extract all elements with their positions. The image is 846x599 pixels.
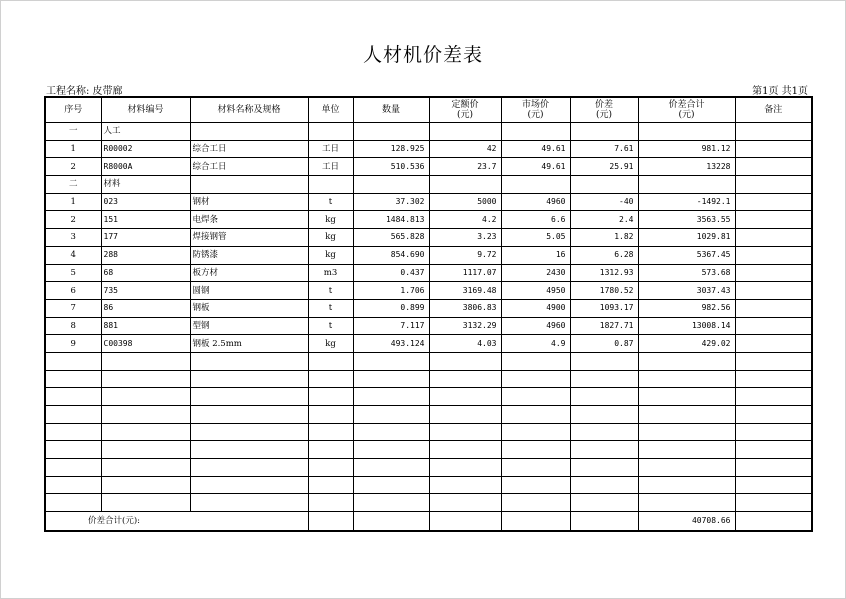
cell-diff: 0.87 <box>570 335 638 353</box>
cell-market: 4960 <box>501 193 570 211</box>
cell-quota: 3806.83 <box>429 299 501 317</box>
cell-market: 5.05 <box>501 229 570 247</box>
table-row <box>45 317 812 335</box>
cell-seq: 9 <box>45 335 101 353</box>
cell-qty: 0.437 <box>353 264 429 282</box>
cell-diff: 7.61 <box>570 140 638 158</box>
cell-qty: 510.536 <box>353 158 429 176</box>
cell-diff: 1.82 <box>570 229 638 247</box>
cell-market: 4.9 <box>501 335 570 353</box>
cell-market: 49.61 <box>501 158 570 176</box>
cell-remark <box>735 317 812 335</box>
cell-name: 型钢 <box>190 317 308 335</box>
cell-unit: 工日 <box>308 140 353 158</box>
cell-name: 防锈漆 <box>190 246 308 264</box>
cell-code: 177 <box>101 229 190 247</box>
cell-qty: 1484.813 <box>353 211 429 229</box>
cell-diff: 6.28 <box>570 246 638 264</box>
table-row <box>45 282 812 300</box>
empty-row <box>45 370 812 388</box>
cell-remark <box>735 193 812 211</box>
cell-seq: 1 <box>45 193 101 211</box>
cell-name: 圆钢 <box>190 282 308 300</box>
category-label: 材料 <box>101 176 190 194</box>
table-row <box>45 193 812 211</box>
cell-seq: 7 <box>45 299 101 317</box>
cell-seq: 3 <box>45 229 101 247</box>
table-row <box>45 335 812 353</box>
cell-remark <box>735 264 812 282</box>
cell-name: 焊接钢管 <box>190 229 308 247</box>
empty-row <box>45 423 812 441</box>
table-row <box>45 299 812 317</box>
cell-market: 4900 <box>501 299 570 317</box>
table-body <box>45 123 812 532</box>
cell-code: R8000A <box>101 158 190 176</box>
cell-diff: 1780.52 <box>570 282 638 300</box>
cell-remark <box>735 211 812 229</box>
cell-unit: t <box>308 317 353 335</box>
cell-diff: 1093.17 <box>570 299 638 317</box>
cell-qty: 565.828 <box>353 229 429 247</box>
cell-total: 13228 <box>638 158 735 176</box>
cell-quota: 23.7 <box>429 158 501 176</box>
cell-diff: 1312.93 <box>570 264 638 282</box>
header-market-price: 市场价 (元) <box>501 97 570 123</box>
total-row <box>45 512 812 532</box>
cell-quota: 3.23 <box>429 229 501 247</box>
cell-code: 86 <box>101 299 190 317</box>
category-seq: 二 <box>45 176 101 194</box>
header-remark: 备注 <box>735 97 812 123</box>
cell-unit: t <box>308 282 353 300</box>
cell-qty: 37.302 <box>353 193 429 211</box>
cell-total: 3563.55 <box>638 211 735 229</box>
cell-diff: 1827.71 <box>570 317 638 335</box>
cell-unit: kg <box>308 246 353 264</box>
cell-name: 综合工日 <box>190 140 308 158</box>
empty-row <box>45 388 812 406</box>
cell-unit: m3 <box>308 264 353 282</box>
cell-diff: 2.4 <box>570 211 638 229</box>
price-difference-table <box>44 96 813 532</box>
cell-total: 13008.14 <box>638 317 735 335</box>
header-code: 材料编号 <box>101 97 190 123</box>
total-value: 40708.66 <box>638 512 735 532</box>
empty-row <box>45 476 812 494</box>
cell-remark <box>735 140 812 158</box>
cell-name: 钢材 <box>190 193 308 211</box>
total-label: 价差合计(元): <box>45 512 308 532</box>
cell-quota: 42 <box>429 140 501 158</box>
page-number: 第1页 共1页 <box>752 86 808 97</box>
project-name: 工程名称: 皮带廊 <box>46 86 123 97</box>
cell-market: 4960 <box>501 317 570 335</box>
cell-quota: 1117.07 <box>429 264 501 282</box>
cell-qty: 854.690 <box>353 246 429 264</box>
cell-seq: 2 <box>45 158 101 176</box>
cell-name: 钢板 2.5mm <box>190 335 308 353</box>
cell-unit: t <box>308 193 353 211</box>
table-header-row <box>45 97 812 123</box>
table-row <box>45 140 812 158</box>
cell-total: 429.02 <box>638 335 735 353</box>
cell-remark <box>735 158 812 176</box>
cell-name: 板方材 <box>190 264 308 282</box>
table-row <box>45 246 812 264</box>
header-quota-price: 定额价 (元) <box>429 97 501 123</box>
cell-seq: 8 <box>45 317 101 335</box>
empty-row <box>45 352 812 370</box>
cell-remark <box>735 335 812 353</box>
cell-name: 电焊条 <box>190 211 308 229</box>
table-row <box>45 158 812 176</box>
cell-code: 023 <box>101 193 190 211</box>
cell-market: 16 <box>501 246 570 264</box>
cell-total: 1029.81 <box>638 229 735 247</box>
cell-remark <box>735 282 812 300</box>
category-row <box>45 123 812 141</box>
cell-unit: t <box>308 299 353 317</box>
cell-quota: 5000 <box>429 193 501 211</box>
cell-total: 3037.43 <box>638 282 735 300</box>
cell-quota: 4.03 <box>429 335 501 353</box>
cell-total: 5367.45 <box>638 246 735 264</box>
cell-unit: kg <box>308 229 353 247</box>
cell-code: R00002 <box>101 140 190 158</box>
cell-remark <box>735 246 812 264</box>
cell-code: 288 <box>101 246 190 264</box>
cell-remark <box>735 229 812 247</box>
header-diff-total: 价差合计 (元) <box>638 97 735 123</box>
cell-qty: 7.117 <box>353 317 429 335</box>
header-seq: 序号 <box>45 97 101 123</box>
cell-qty: 0.899 <box>353 299 429 317</box>
cell-total: -1492.1 <box>638 193 735 211</box>
cell-code: 151 <box>101 211 190 229</box>
cell-diff: -40 <box>570 193 638 211</box>
header-name: 材料名称及规格 <box>190 97 308 123</box>
header-unit: 单位 <box>308 97 353 123</box>
cell-seq: 1 <box>45 140 101 158</box>
cell-name: 综合工日 <box>190 158 308 176</box>
cell-code: C00398 <box>101 335 190 353</box>
cell-market: 2430 <box>501 264 570 282</box>
cell-quota: 3132.29 <box>429 317 501 335</box>
category-label: 人工 <box>101 123 190 141</box>
header-qty: 数量 <box>353 97 429 123</box>
cell-seq: 2 <box>45 211 101 229</box>
cell-name: 钢板 <box>190 299 308 317</box>
cell-qty: 1.706 <box>353 282 429 300</box>
cell-market: 4950 <box>501 282 570 300</box>
header-diff: 价差 (元) <box>570 97 638 123</box>
cell-code: 881 <box>101 317 190 335</box>
cell-qty: 493.124 <box>353 335 429 353</box>
empty-row <box>45 441 812 459</box>
cell-total: 982.56 <box>638 299 735 317</box>
empty-row <box>45 494 812 512</box>
table-row <box>45 264 812 282</box>
cell-qty: 128.925 <box>353 140 429 158</box>
cell-seq: 5 <box>45 264 101 282</box>
table-row <box>45 211 812 229</box>
cell-diff: 25.91 <box>570 158 638 176</box>
page-title: 人材机价差表 <box>362 44 483 66</box>
cell-market: 6.6 <box>501 211 570 229</box>
cell-seq: 4 <box>45 246 101 264</box>
cell-remark <box>735 299 812 317</box>
cell-seq: 6 <box>45 282 101 300</box>
cell-unit: kg <box>308 335 353 353</box>
cell-quota: 4.2 <box>429 211 501 229</box>
cell-quota: 9.72 <box>429 246 501 264</box>
cell-market: 49.61 <box>501 140 570 158</box>
category-row <box>45 176 812 194</box>
cell-unit: kg <box>308 211 353 229</box>
empty-row <box>45 459 812 477</box>
cell-code: 735 <box>101 282 190 300</box>
table-row <box>45 229 812 247</box>
category-seq: 一 <box>45 123 101 141</box>
cell-total: 573.68 <box>638 264 735 282</box>
cell-quota: 3169.48 <box>429 282 501 300</box>
cell-unit: 工日 <box>308 158 353 176</box>
cell-total: 981.12 <box>638 140 735 158</box>
empty-row <box>45 406 812 424</box>
cell-code: 68 <box>101 264 190 282</box>
